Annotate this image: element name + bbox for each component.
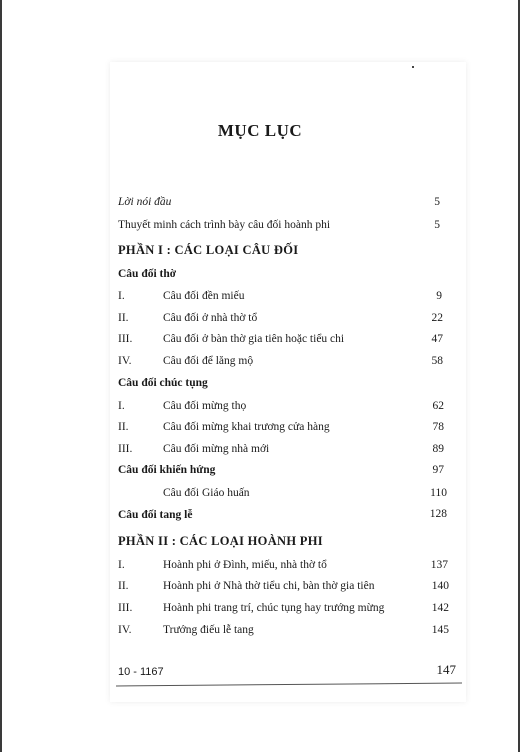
toc-entry-text: Câu đối ở nhà thờ tổ [163,312,258,324]
toc-entry-number: III. [118,333,133,345]
toc-entry-number: II. [118,421,129,433]
toc-entry-page: 89 [432,443,444,455]
toc-entry-text: Trướng điếu lễ tang [163,624,254,636]
toc-entry-text: Câu đối để lăng mộ [163,355,254,367]
toc-entry-page: 47 [431,333,443,345]
toc-entry-page: 145 [431,624,449,636]
toc-entry-text: Thuyết minh cách trình bày câu đối hoành phi [118,219,331,231]
toc-subheading: Câu đối thờ [118,268,177,280]
toc-entry-number: III. [118,602,133,614]
toc-entry-text: Hoành phi ở Nhà thờ tiểu chi, bàn thờ gia tiên [163,580,375,592]
toc-entry-page: 140 [431,580,449,592]
toc-entry-page: 137 [430,559,448,571]
toc-entry-text: Câu đối đền miếu [163,290,245,302]
toc-entry-number: II. [118,580,129,592]
toc-entry-text: Câu đối mừng nhà mới [163,443,270,455]
toc-entry-number: IV. [118,624,132,636]
toc-entry-page: 9 [436,290,442,302]
toc-entry-page: 142 [431,602,449,614]
toc-entry-page: 128 [429,508,447,520]
toc-entry-text: Câu đối ở bàn thờ gia tiên hoặc tiểu chi [163,333,345,345]
toc-entry-number: IV. [118,355,132,367]
toc-entry-text: Câu đối mừng thọ [163,400,247,412]
toc-entry-page: 62 [432,400,444,412]
page-title: MỤC LỤC [217,121,303,140]
toc-entry-text: Hoành phi trang trí, chúc tụng hay trướng mừng [163,602,385,614]
toc-entry-text: Câu đối Giáo huấn [163,487,250,499]
toc-entry-number: II. [118,312,129,324]
toc-entry-number: I. [118,559,125,571]
page-number: 147 [436,662,456,677]
toc-entry-text: Câu đối mừng khai trương cửa hàng [163,421,330,433]
toc-entry-page: 5 [434,219,440,231]
toc-subheading: Câu đối chúc tụng [118,377,208,389]
toc-entry-text: Hoành phi ở Đình, miếu, nhà thờ tổ [163,559,327,571]
toc-entry-page: 110 [430,487,447,499]
toc-entry-text: Lời nói đầu [118,196,172,208]
toc-subheading: Câu đối khiến hứng [118,464,216,476]
toc-entry-page: 97 [432,464,444,476]
toc-subheading: Câu đối tang lễ [118,509,193,521]
toc-entry-page: 22 [431,312,443,324]
toc-section-heading: PHẦN I : CÁC LOẠI CÂU ĐỐI [118,243,299,257]
toc-entry-page: 58 [431,355,443,367]
toc-entry-page: 78 [432,421,444,433]
toc-entry-number: I. [118,400,125,412]
toc-entry-page: 5 [434,196,440,208]
toc-section-heading: PHẦN II : CÁC LOẠI HOÀNH PHI [118,534,323,548]
toc-entry-number: I. [118,290,125,302]
footer-code: 10 - 1167 [118,666,164,678]
toc-entry-number: III. [118,443,133,455]
